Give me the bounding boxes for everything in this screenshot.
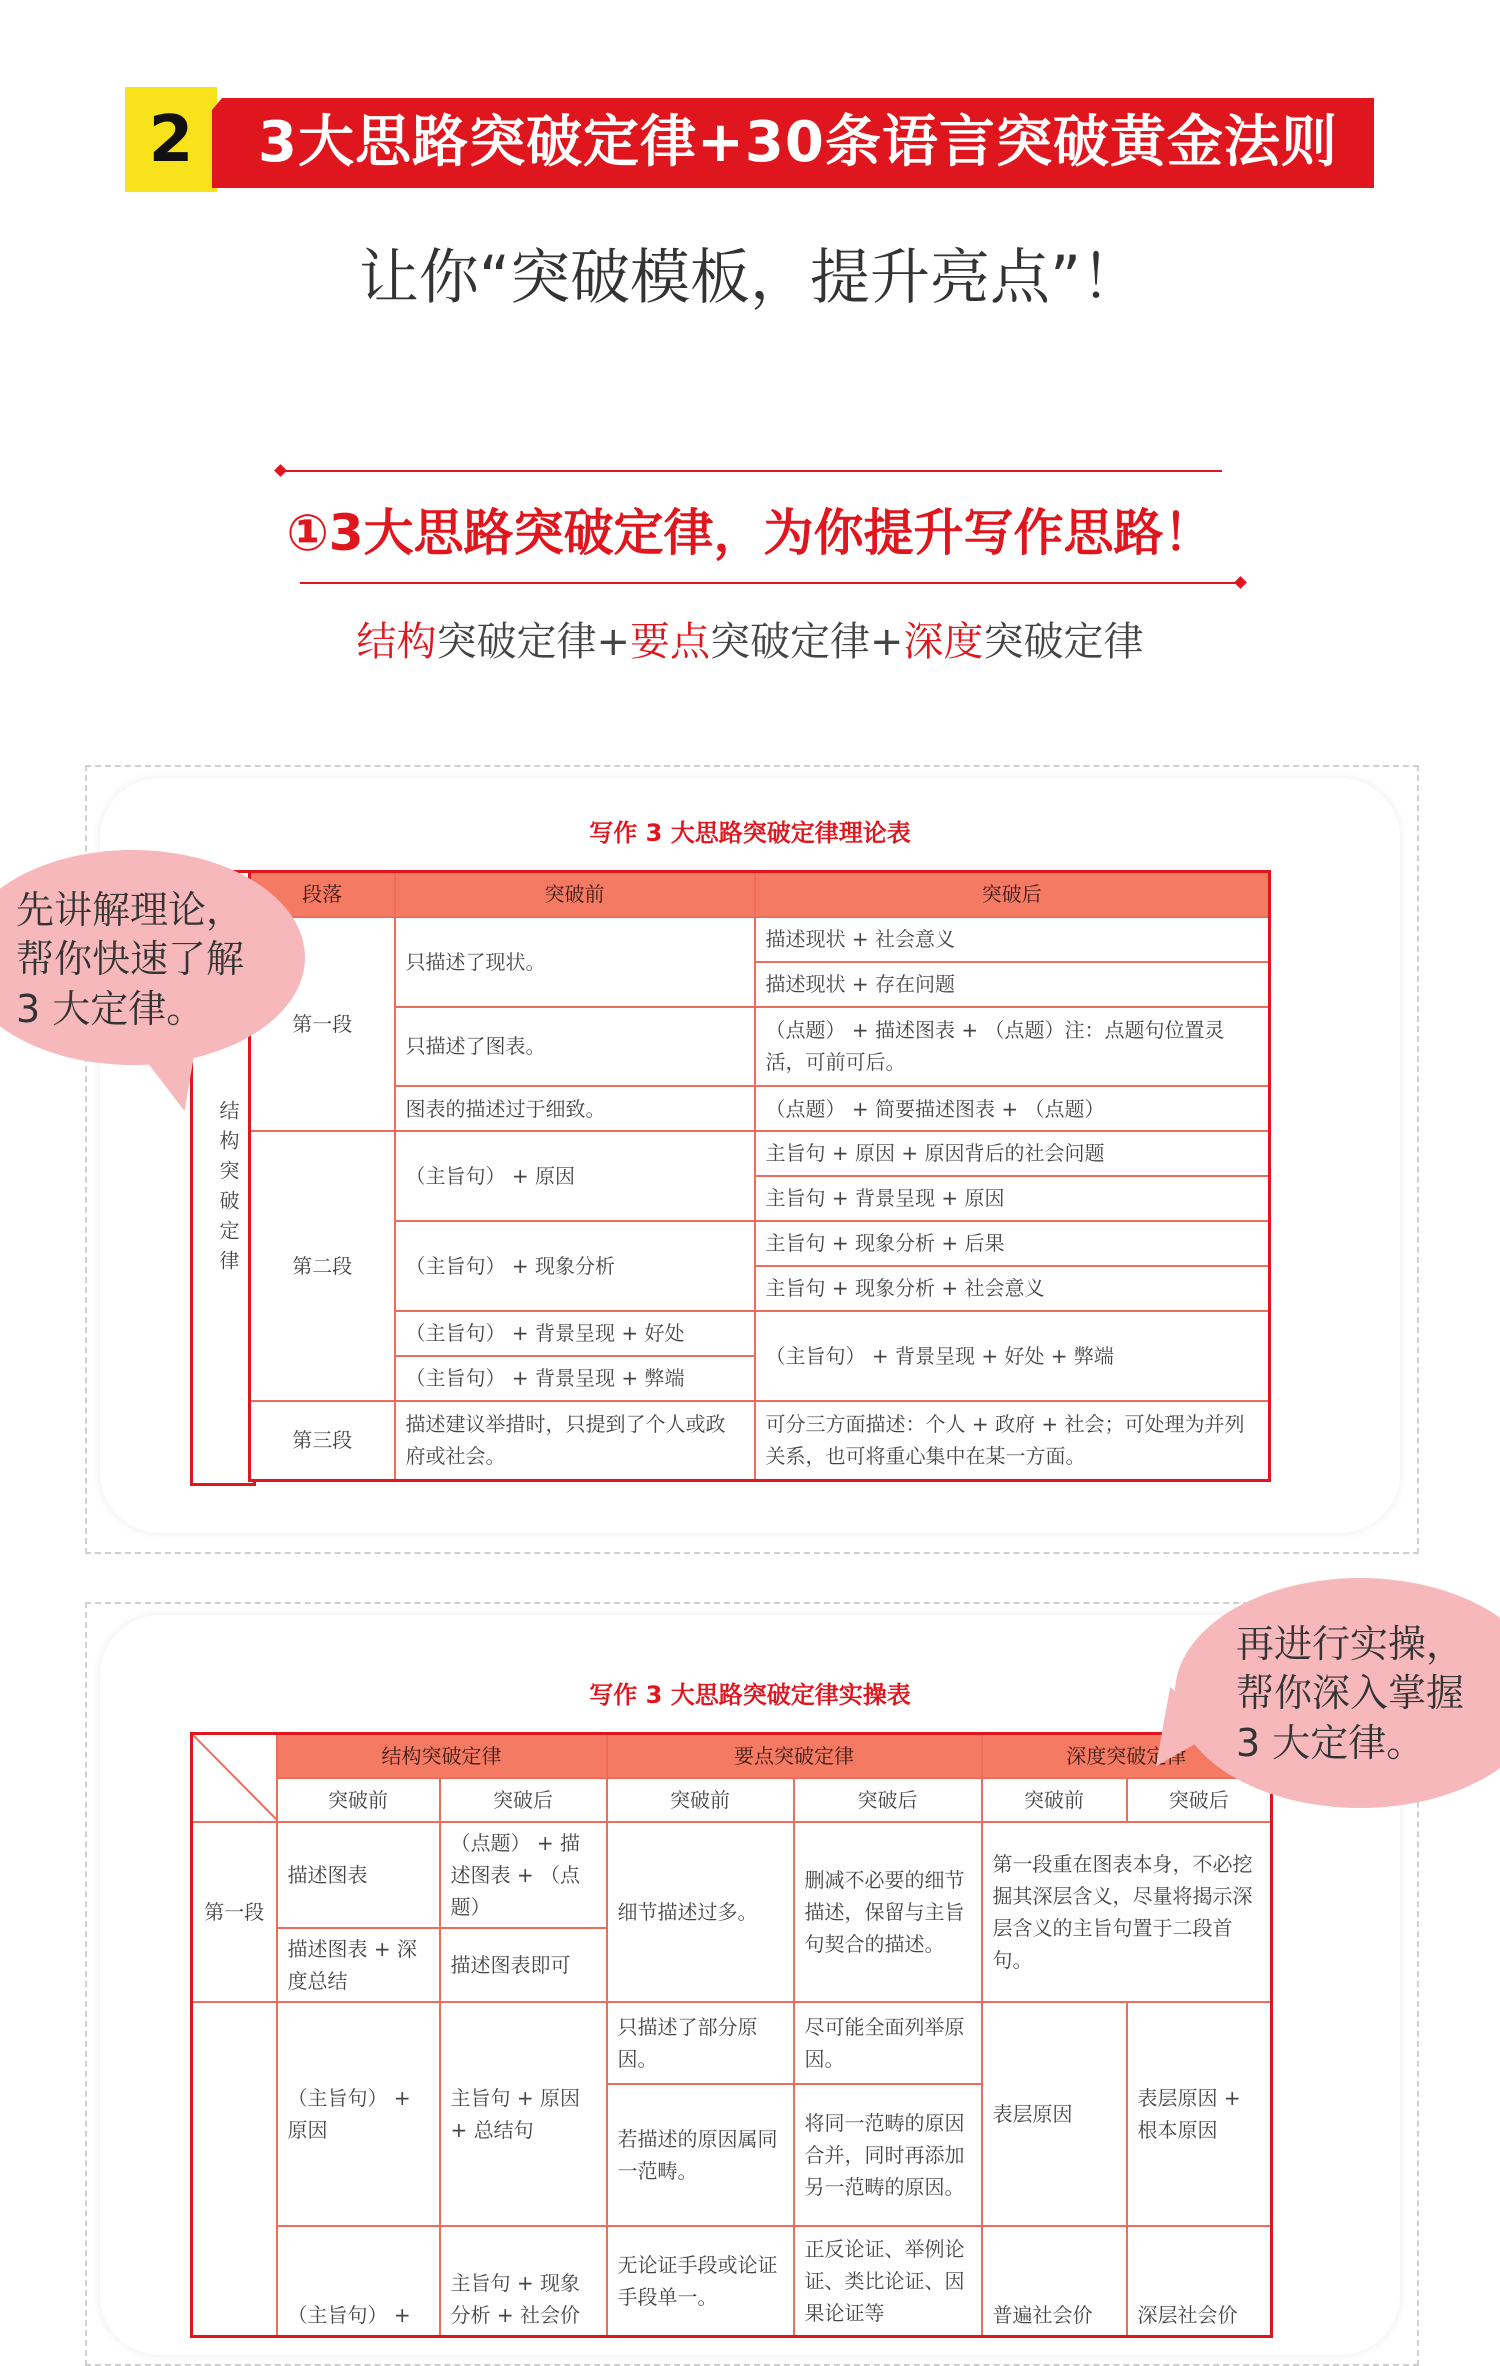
bubble-left-line: 帮你快速了解 (16, 937, 245, 982)
bubble-right-line: 3 大定律。 (1236, 1720, 1425, 1765)
points-after-cell: 正反论证、举例论证、类比论证、因果论证等 (794, 2226, 982, 2336)
before-cell: （主旨句） + 背景呈现 + 好处 (395, 1311, 755, 1356)
paragraph-label: 第一段 (192, 1822, 277, 2002)
paragraph-label: 第一段 (250, 917, 395, 1131)
after-cell: （主旨句） + 背景呈现 + 好处 + 弊端 (755, 1311, 1270, 1401)
table-row (250, 1401, 1270, 1481)
sub-header-cell: 突破后 (1127, 1778, 1272, 1822)
table-row (250, 1221, 1270, 1266)
bubble-left-line: 先讲解理论， (16, 888, 245, 932)
sub-part-points: 要点 (630, 619, 710, 665)
points-after-cell: 尽可能全面列举原因。 (794, 2002, 982, 2084)
after-cell: 主旨句 + 原因 + 原因背后的社会问题 (755, 1131, 1270, 1176)
before-cell: 图表的描述过于细致。 (395, 1086, 755, 1131)
table-row (250, 1131, 1270, 1176)
sub-part-structure: 结构 (356, 619, 437, 665)
sub-part-2: 突破定律+ (710, 619, 904, 665)
table-row (250, 917, 1270, 962)
structure-before-cell: 描述图表 (277, 1822, 440, 1928)
header-after: 突破后 (755, 872, 1270, 917)
group-header-points: 要点突破定律 (607, 1734, 982, 1779)
before-cell: 描述建议举措时，只提到了个人或政府或社会。 (395, 1401, 755, 1481)
table-row (192, 2002, 1272, 2084)
points-before-cell: 无论证手段或论证手段单一。 (607, 2226, 794, 2336)
sub-header-cell: 突破前 (607, 1778, 794, 1822)
side-label-structure: 结构突破定律 (216, 1100, 240, 1280)
sub-part-1: 突破定律+ (436, 619, 630, 665)
depth-after-cell: 深层社会价 (1127, 2226, 1272, 2336)
practice-group-header-row (192, 1734, 1272, 1779)
section-heading: ①3大思路突破定律，为你提升写作思路！ (286, 504, 1214, 562)
bubble-left-text (16, 886, 306, 1034)
points-after-cell: 删减不必要的细节描述，保留与主旨句契合的描述。 (794, 1822, 982, 2002)
structure-after-cell: 主旨句 + 现象分析 + 社会价 (440, 2226, 607, 2336)
table-row (250, 1086, 1270, 1131)
practice-table (190, 1732, 1273, 2338)
structure-after-cell: （点题） + 描述图表 + （点题） (440, 1822, 607, 1928)
sub-header-cell: 突破后 (794, 1778, 982, 1822)
theory-table (248, 870, 1271, 1482)
section-number-badge: 2 (125, 87, 217, 192)
heading-rule-bottom (300, 582, 1240, 584)
paragraph-label: 第三段 (250, 1401, 395, 1481)
table-row (192, 2226, 1272, 2336)
points-after-cell: 将同一范畴的原因合并，同时再添加另一范畴的原因。 (794, 2084, 982, 2226)
banner-title: 3大思路突破定律+30条语言突破黄金法则 (258, 110, 1338, 175)
before-cell: （主旨句） + 原因 (395, 1131, 755, 1221)
bubble-right-line: 帮你深入掌握 (1236, 1671, 1465, 1716)
group-header-structure: 结构突破定律 (277, 1734, 607, 1779)
sub-part-depth: 深度 (903, 619, 984, 665)
depth-merged-cell: 第一段重在图表本身，不必挖掘其深层含义，尽量将揭示深层含义的主旨句置于二段首句。 (982, 1822, 1272, 2002)
header-paragraph: 段落 (250, 872, 395, 917)
points-before-cell: 只描述了部分原因。 (607, 2002, 794, 2084)
sub-header-cell: 突破前 (982, 1778, 1127, 1822)
group-header-depth: 深度突破定律 (982, 1734, 1272, 1779)
points-before-cell: 若描述的原因属同一范畴。 (607, 2084, 794, 2226)
structure-before-cell: （主旨句） + 原因 (277, 2002, 440, 2226)
bubble-right-text (1236, 1620, 1500, 1768)
structure-before-cell: 描述图表 + 深度总结 (277, 1928, 440, 2002)
points-before-cell: 细节描述过多。 (607, 1822, 794, 2002)
after-cell: 可分三方面描述：个人 + 政府 + 社会；可处理为并列关系，也可将重心集中在某一方面。 (755, 1401, 1270, 1481)
before-cell: 只描述了现状。 (395, 917, 755, 1007)
before-cell: （主旨句） + 背景呈现 + 弊端 (395, 1356, 755, 1401)
depth-after-cell: 表层原因 + 根本原因 (1127, 2002, 1272, 2226)
after-cell: 主旨句 + 现象分析 + 后果 (755, 1221, 1270, 1266)
depth-before-cell: 普遍社会价 (982, 2226, 1127, 2336)
after-cell: 主旨句 + 现象分析 + 社会意义 (755, 1266, 1270, 1311)
bubble-right-line: 再进行实操， (1236, 1622, 1465, 1666)
page-subtitle: 让你“突破模板，提升亮点”！ (358, 243, 1142, 313)
structure-after-cell: 描述图表即可 (440, 1928, 607, 2002)
sub-header-cell: 突破后 (440, 1778, 607, 1822)
table-row (250, 1311, 1270, 1356)
paragraph-label-empty (192, 2002, 277, 2336)
theory-header-row (250, 872, 1270, 917)
rule-dot-right (1234, 576, 1247, 589)
sub-part-3: 突破定律 (983, 619, 1144, 665)
sub-header-cell: 突破前 (277, 1778, 440, 1822)
structure-before-cell: （主旨句） + (277, 2226, 440, 2336)
header-before: 突破前 (395, 872, 755, 917)
heading-rule-top (282, 470, 1222, 472)
section-subheading (0, 610, 1500, 667)
structure-after-cell: 主旨句 + 原因 + 总结句 (440, 2002, 607, 2226)
theory-table-title: 写作 3 大思路突破定律理论表 (589, 819, 911, 847)
practice-sub-header-row (192, 1778, 1272, 1822)
diagonal-corner-cell (192, 1734, 277, 1823)
after-cell: 主旨句 + 背景呈现 + 原因 (755, 1176, 1270, 1221)
after-cell: （点题） + 简要描述图表 + （点题） (755, 1086, 1270, 1131)
after-cell: 描述现状 + 存在问题 (755, 962, 1270, 1007)
diagonal-line (193, 1735, 278, 1821)
depth-before-cell: 表层原因 (982, 2002, 1127, 2226)
before-cell: （主旨句） + 现象分析 (395, 1221, 755, 1311)
practice-table-title: 写作 3 大思路突破定律实操表 (589, 1681, 911, 1709)
after-cell: （点题） + 描述图表 + （点题）注：点题句位置灵活，可前可后。 (755, 1007, 1270, 1086)
table-row (192, 1822, 1272, 1928)
after-cell: 描述现状 + 社会意义 (755, 917, 1270, 962)
before-cell: 只描述了图表。 (395, 1007, 755, 1086)
table-row (250, 1007, 1270, 1086)
paragraph-label: 第二段 (250, 1131, 395, 1401)
bubble-left-line: 3 大定律。 (16, 986, 205, 1031)
